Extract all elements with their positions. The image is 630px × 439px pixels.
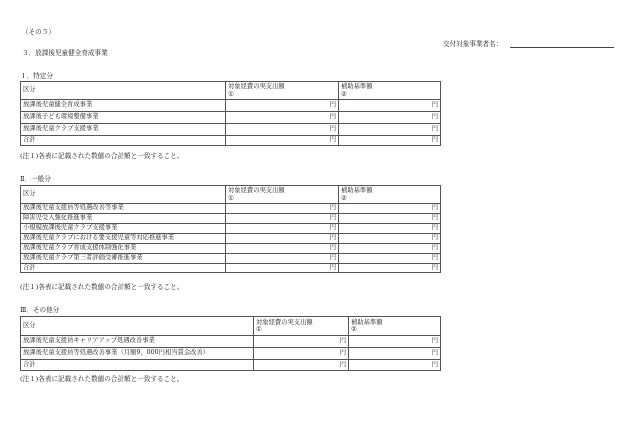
header-category: 区分 — [21, 317, 254, 336]
row-label: 合計 — [21, 264, 226, 273]
yen-unit: 円 — [339, 349, 346, 357]
table-row — [21, 224, 441, 234]
header-standard-amount-no: ② — [341, 90, 347, 98]
header-standard-amount-no: ② — [341, 194, 347, 202]
row-label: 放課後児童クラブにおける要支援児童等対応推進事業 — [21, 234, 226, 244]
section-title: Ⅱ．一般分 — [20, 175, 51, 183]
header-standard-amount — [339, 186, 441, 204]
header-standard-amount-label: 補助基準額 — [341, 187, 373, 195]
standard-cell[interactable] — [339, 254, 441, 264]
table-note: (注１)各表に記載された数値の合計額と一致すること。 — [20, 283, 184, 291]
table-header-row — [21, 317, 441, 336]
header-actual-expense — [254, 317, 349, 336]
standard-cell[interactable] — [339, 112, 441, 124]
row-label: 放課後児童健全育成事業 — [21, 100, 226, 112]
standard-cell[interactable] — [349, 348, 441, 360]
standard-cell[interactable] — [339, 136, 441, 146]
yen-unit: 円 — [431, 244, 438, 252]
header-standard-amount-label: 補助基準額 — [341, 83, 373, 91]
header-actual-expense-label: 対象経費の実支出額 — [256, 318, 313, 326]
header-standard-amount — [349, 317, 441, 336]
yen-unit: 円 — [339, 360, 346, 368]
expense-cell[interactable] — [226, 112, 339, 124]
table-row — [21, 204, 441, 214]
recipient-label: 交付対象事業者名： — [443, 40, 503, 48]
yen-unit: 円 — [431, 234, 438, 242]
expense-cell[interactable] — [226, 124, 339, 136]
yen-unit: 円 — [329, 113, 336, 121]
yen-unit: 円 — [329, 204, 336, 212]
data-table-other — [20, 316, 441, 371]
expense-cell[interactable] — [226, 244, 339, 254]
row-label: 放課後児童クラブ第三者評価受審推進事業 — [21, 254, 226, 264]
expense-cell[interactable] — [226, 204, 339, 214]
table-row — [21, 254, 441, 264]
standard-cell[interactable] — [339, 124, 441, 136]
table-header-row — [21, 82, 441, 100]
standard-cell[interactable] — [339, 264, 441, 273]
standard-cell[interactable] — [339, 234, 441, 244]
standard-cell[interactable] — [339, 224, 441, 234]
header-actual-expense-no: ① — [256, 326, 262, 333]
yen-unit: 円 — [329, 234, 336, 242]
table-row — [21, 234, 441, 244]
yen-unit: 円 — [329, 136, 336, 144]
header-category: 区分 — [21, 186, 226, 204]
expense-cell[interactable] — [226, 100, 339, 112]
yen-unit: 円 — [431, 125, 438, 133]
table-row-total — [21, 264, 441, 273]
header-actual-expense-label: 対象経費の実支出額 — [228, 187, 285, 195]
yen-unit: 円 — [431, 214, 438, 222]
expense-cell[interactable] — [226, 254, 339, 264]
header-standard-amount-label: 補助基準額 — [351, 318, 383, 326]
standard-cell[interactable] — [349, 336, 441, 348]
expense-cell[interactable] — [254, 336, 349, 348]
page-label: （その５） — [22, 28, 55, 36]
header-actual-expense-label: 対象経費の実支出額 — [228, 83, 285, 91]
yen-unit: 円 — [329, 101, 336, 109]
header-category: 区分 — [21, 82, 226, 100]
yen-unit: 円 — [329, 224, 336, 232]
row-label: 放課後子ども環境整備事業 — [21, 112, 226, 124]
expense-cell[interactable] — [226, 234, 339, 244]
data-table-general — [20, 185, 441, 273]
yen-unit: 円 — [329, 214, 336, 222]
yen-unit: 円 — [431, 101, 438, 109]
row-label: 放課後児童支援員等処遇改善等事業 — [21, 204, 226, 214]
yen-unit: 円 — [431, 224, 438, 232]
standard-cell[interactable] — [339, 244, 441, 254]
yen-unit: 円 — [431, 254, 438, 262]
table-row — [21, 348, 441, 360]
table-row — [21, 336, 441, 348]
expense-cell[interactable] — [254, 360, 349, 371]
row-label: 放課後児童支援員キャリアアップ処遇改善事業 — [21, 336, 254, 348]
row-label: 合計 — [21, 360, 254, 371]
header-actual-expense-no: ① — [228, 194, 234, 202]
table-row-total — [21, 360, 441, 371]
section-title: Ⅲ．その他分 — [20, 306, 60, 314]
standard-cell[interactable] — [339, 204, 441, 214]
row-label: 合計 — [21, 136, 226, 146]
table-row — [21, 124, 441, 136]
yen-unit: 円 — [431, 113, 438, 121]
recipient-underline — [510, 47, 614, 48]
yen-unit: 円 — [329, 244, 336, 252]
yen-unit: 円 — [431, 263, 438, 271]
row-label: 放課後児童クラブ支援事業 — [21, 124, 226, 136]
section-title: Ｉ．特定分 — [20, 72, 53, 80]
header-actual-expense — [226, 186, 339, 204]
table-header-row — [21, 186, 441, 204]
standard-cell[interactable] — [349, 360, 441, 371]
expense-cell[interactable] — [226, 264, 339, 273]
table-row — [21, 214, 441, 224]
header-standard-amount-no: ② — [351, 326, 357, 333]
expense-cell[interactable] — [254, 348, 349, 360]
yen-unit: 円 — [431, 349, 438, 357]
expense-cell[interactable] — [226, 214, 339, 224]
row-label: 放課後児童クラブ育成支援体制強化事業 — [21, 244, 226, 254]
table-row — [21, 100, 441, 112]
yen-unit: 円 — [329, 254, 336, 262]
row-label: 障害児受入強化推進事業 — [21, 214, 226, 224]
yen-unit: 円 — [431, 337, 438, 345]
main-title: ３．放課後児童健全育成事業 — [22, 49, 108, 57]
yen-unit: 円 — [431, 360, 438, 368]
yen-unit: 円 — [431, 204, 438, 212]
table-note: (注１)各表に記載された数値の合計額と一致すること。 — [20, 375, 184, 383]
table-note: (注１)各表に記載された数値の合計額と一致すること。 — [20, 152, 184, 160]
table-row — [21, 244, 441, 254]
data-table-specific — [20, 81, 441, 146]
header-standard-amount — [339, 82, 441, 100]
header-actual-expense-no: ① — [228, 90, 234, 98]
expense-cell[interactable] — [226, 136, 339, 146]
table-row — [21, 112, 441, 124]
standard-cell[interactable] — [339, 100, 441, 112]
header-actual-expense — [226, 82, 339, 100]
expense-cell[interactable] — [226, 224, 339, 234]
yen-unit: 円 — [329, 263, 336, 271]
standard-cell[interactable] — [339, 214, 441, 224]
yen-unit: 円 — [431, 136, 438, 144]
yen-unit: 円 — [329, 125, 336, 133]
row-label: 小規模放課後児童クラブ支援事業 — [21, 224, 226, 234]
row-label: 放課後児童支援員等処遇改善事業（月額9，000円相当賃金改善） — [21, 348, 254, 360]
table-row-total — [21, 136, 441, 146]
yen-unit: 円 — [339, 337, 346, 345]
